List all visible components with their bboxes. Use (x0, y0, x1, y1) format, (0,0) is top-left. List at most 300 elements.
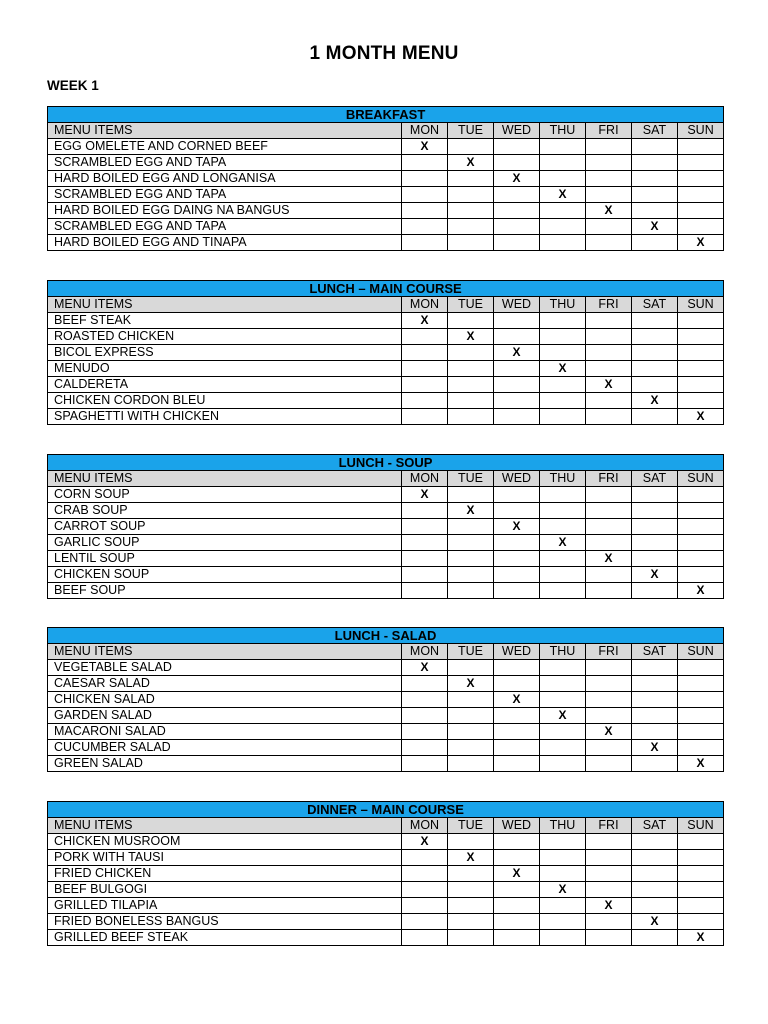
day-cell (494, 567, 540, 583)
day-cell (448, 551, 494, 567)
day-cell (402, 155, 448, 171)
day-cell (448, 834, 494, 850)
table-row (48, 313, 724, 329)
column-header-sat: SAT (632, 297, 678, 313)
day-cell (586, 567, 632, 583)
day-cell (402, 535, 448, 551)
day-cell (678, 519, 724, 535)
column-header-thu: THU (540, 297, 586, 313)
menu-item-name: LENTIL SOUP (48, 551, 402, 567)
day-cell (678, 155, 724, 171)
table-row (48, 930, 724, 946)
day-cell (586, 914, 632, 930)
day-cell (402, 409, 448, 425)
day-cell (586, 487, 632, 503)
menu-item-name: GARDEN SALAD (48, 708, 402, 724)
column-header-menu-items: MENU ITEMS (48, 818, 402, 834)
menu-item-name: CALDERETA (48, 377, 402, 393)
table-row (48, 203, 724, 219)
column-header-thu: THU (540, 818, 586, 834)
day-cell (632, 676, 678, 692)
column-header-fri: FRI (586, 297, 632, 313)
day-cell (632, 503, 678, 519)
day-mark: X (494, 171, 540, 187)
day-cell (586, 409, 632, 425)
column-header-sun: SUN (678, 297, 724, 313)
day-cell (540, 866, 586, 882)
day-cell (494, 409, 540, 425)
day-cell (632, 724, 678, 740)
day-mark: X (632, 740, 678, 756)
day-mark: X (540, 361, 586, 377)
day-cell (494, 930, 540, 946)
day-cell (632, 882, 678, 898)
day-cell (402, 235, 448, 251)
day-mark: X (448, 676, 494, 692)
menu-item-name: SPAGHETTI WITH CHICKEN (48, 409, 402, 425)
column-header-wed: WED (494, 644, 540, 660)
day-cell (586, 519, 632, 535)
column-header-fri: FRI (586, 471, 632, 487)
day-cell (494, 834, 540, 850)
day-cell (586, 740, 632, 756)
day-cell (402, 850, 448, 866)
menu-item-name: VEGETABLE SALAD (48, 660, 402, 676)
day-cell (540, 898, 586, 914)
day-cell (402, 345, 448, 361)
day-cell (448, 171, 494, 187)
day-cell (586, 219, 632, 235)
menu-item-name: GRILLED TILAPIA (48, 898, 402, 914)
day-cell (402, 519, 448, 535)
day-cell (494, 313, 540, 329)
day-cell (402, 377, 448, 393)
day-cell (448, 930, 494, 946)
day-cell (494, 203, 540, 219)
day-cell (586, 676, 632, 692)
menu-item-name: BICOL EXPRESS (48, 345, 402, 361)
column-header-thu: THU (540, 644, 586, 660)
day-cell (632, 535, 678, 551)
day-cell (632, 660, 678, 676)
column-header-menu-items: MENU ITEMS (48, 471, 402, 487)
menu-item-name: GRILLED BEEF STEAK (48, 930, 402, 946)
day-mark: X (540, 708, 586, 724)
table-row (48, 692, 724, 708)
day-mark: X (402, 487, 448, 503)
day-cell (494, 740, 540, 756)
table-row (48, 487, 724, 503)
day-cell (494, 850, 540, 866)
day-cell (448, 235, 494, 251)
day-cell (402, 583, 448, 599)
day-mark: X (678, 756, 724, 772)
day-cell (494, 393, 540, 409)
day-cell (448, 519, 494, 535)
menu-item-name: MACARONI SALAD (48, 724, 402, 740)
day-cell (494, 882, 540, 898)
day-cell (402, 692, 448, 708)
day-cell (494, 487, 540, 503)
menu-item-name: HARD BOILED EGG AND LONGANISA (48, 171, 402, 187)
day-cell (540, 171, 586, 187)
column-header-tue: TUE (448, 644, 494, 660)
day-cell (678, 487, 724, 503)
day-cell (540, 676, 586, 692)
day-cell (448, 708, 494, 724)
column-header-sat: SAT (632, 644, 678, 660)
menu-item-name: FRIED CHICKEN (48, 866, 402, 882)
day-cell (540, 551, 586, 567)
menu-item-name: BEEF BULGOGI (48, 882, 402, 898)
day-cell (494, 329, 540, 345)
day-cell (540, 313, 586, 329)
day-cell (632, 519, 678, 535)
day-cell (678, 898, 724, 914)
day-cell (494, 535, 540, 551)
table-row (48, 898, 724, 914)
day-cell (678, 692, 724, 708)
column-header-fri: FRI (586, 818, 632, 834)
day-cell (586, 583, 632, 599)
day-cell (540, 345, 586, 361)
day-mark: X (402, 660, 448, 676)
table-row (48, 187, 724, 203)
menu-table (47, 801, 724, 946)
menu-table (47, 280, 724, 425)
day-cell (494, 898, 540, 914)
table-row (48, 329, 724, 345)
day-cell (402, 740, 448, 756)
day-mark: X (494, 345, 540, 361)
column-header-thu: THU (540, 471, 586, 487)
day-cell (678, 708, 724, 724)
day-cell (494, 676, 540, 692)
column-header-mon: MON (402, 818, 448, 834)
day-cell (586, 171, 632, 187)
menu-item-name: CHICKEN CORDON BLEU (48, 393, 402, 409)
day-cell (586, 329, 632, 345)
table-row (48, 393, 724, 409)
menu-table (47, 627, 724, 772)
day-cell (678, 393, 724, 409)
column-header-sun: SUN (678, 123, 724, 139)
day-cell (494, 724, 540, 740)
menu-item-name: ROASTED CHICKEN (48, 329, 402, 345)
column-header-sat: SAT (632, 471, 678, 487)
day-mark: X (632, 393, 678, 409)
day-cell (448, 914, 494, 930)
day-cell (678, 724, 724, 740)
day-cell (586, 313, 632, 329)
day-cell (632, 834, 678, 850)
day-cell (586, 503, 632, 519)
day-cell (540, 409, 586, 425)
table-row (48, 551, 724, 567)
day-cell (632, 139, 678, 155)
menu-item-name: CHICKEN SALAD (48, 692, 402, 708)
day-cell (402, 914, 448, 930)
day-cell (678, 377, 724, 393)
day-cell (540, 219, 586, 235)
day-mark: X (540, 535, 586, 551)
day-cell (632, 551, 678, 567)
day-cell (632, 187, 678, 203)
day-cell (632, 692, 678, 708)
day-cell (678, 882, 724, 898)
table-row (48, 503, 724, 519)
day-cell (402, 171, 448, 187)
day-cell (632, 313, 678, 329)
table-row (48, 740, 724, 756)
day-cell (448, 535, 494, 551)
menu-item-name: GARLIC SOUP (48, 535, 402, 551)
day-mark: X (586, 203, 632, 219)
day-cell (448, 882, 494, 898)
column-header-sun: SUN (678, 818, 724, 834)
day-cell (494, 756, 540, 772)
day-cell (586, 139, 632, 155)
day-cell (586, 930, 632, 946)
day-cell (678, 313, 724, 329)
menu-table (47, 106, 724, 251)
day-cell (632, 361, 678, 377)
day-cell (402, 866, 448, 882)
day-cell (632, 345, 678, 361)
menu-item-name: PORK WITH TAUSI (48, 850, 402, 866)
day-cell (540, 660, 586, 676)
day-cell (678, 361, 724, 377)
column-header-tue: TUE (448, 123, 494, 139)
column-header-wed: WED (494, 123, 540, 139)
day-mark: X (402, 139, 448, 155)
day-mark: X (448, 329, 494, 345)
day-cell (494, 377, 540, 393)
day-cell (540, 692, 586, 708)
day-cell (678, 203, 724, 219)
day-cell (448, 393, 494, 409)
day-cell (402, 551, 448, 567)
day-cell (632, 756, 678, 772)
table-row (48, 914, 724, 930)
day-cell (632, 930, 678, 946)
day-cell (586, 756, 632, 772)
table-row (48, 377, 724, 393)
column-header-mon: MON (402, 123, 448, 139)
day-mark: X (632, 567, 678, 583)
day-cell (540, 203, 586, 219)
day-cell (448, 567, 494, 583)
day-mark: X (402, 834, 448, 850)
day-cell (540, 139, 586, 155)
day-mark: X (632, 219, 678, 235)
day-mark: X (402, 313, 448, 329)
day-cell (586, 235, 632, 251)
day-mark: X (586, 724, 632, 740)
column-header-menu-items: MENU ITEMS (48, 123, 402, 139)
day-cell (678, 345, 724, 361)
day-cell (678, 834, 724, 850)
day-mark: X (586, 551, 632, 567)
menu-item-name: BEEF SOUP (48, 583, 402, 599)
day-mark: X (632, 914, 678, 930)
day-cell (494, 660, 540, 676)
menu-item-name: GREEN SALAD (48, 756, 402, 772)
day-cell (678, 850, 724, 866)
column-header-wed: WED (494, 471, 540, 487)
day-cell (632, 329, 678, 345)
day-cell (678, 660, 724, 676)
day-cell (586, 535, 632, 551)
day-cell (402, 219, 448, 235)
menu-item-name: EGG OMELETE AND CORNED BEEF (48, 139, 402, 155)
day-mark: X (448, 155, 494, 171)
day-cell (540, 155, 586, 171)
day-cell (586, 834, 632, 850)
day-cell (540, 377, 586, 393)
column-header-menu-items: MENU ITEMS (48, 297, 402, 313)
menu-table (47, 454, 724, 599)
day-cell (494, 708, 540, 724)
day-cell (678, 914, 724, 930)
day-cell (632, 708, 678, 724)
column-header-mon: MON (402, 471, 448, 487)
page-title: 1 MONTH MENU (309, 43, 459, 64)
day-cell (448, 740, 494, 756)
day-cell (540, 235, 586, 251)
day-cell (494, 155, 540, 171)
day-mark: X (540, 882, 586, 898)
day-cell (678, 535, 724, 551)
day-mark: X (540, 187, 586, 203)
table-row (48, 724, 724, 740)
day-cell (540, 329, 586, 345)
day-cell (632, 203, 678, 219)
day-cell (494, 551, 540, 567)
table-row (48, 519, 724, 535)
day-cell (586, 866, 632, 882)
day-cell (448, 377, 494, 393)
day-cell (586, 155, 632, 171)
day-cell (448, 660, 494, 676)
day-cell (540, 914, 586, 930)
table-row (48, 756, 724, 772)
day-cell (402, 187, 448, 203)
day-cell (586, 660, 632, 676)
day-cell (402, 882, 448, 898)
day-cell (448, 313, 494, 329)
table-row (48, 708, 724, 724)
day-cell (678, 567, 724, 583)
section-title: LUNCH - SALAD (48, 628, 724, 644)
column-header-wed: WED (494, 297, 540, 313)
column-header-tue: TUE (448, 471, 494, 487)
day-cell (678, 219, 724, 235)
day-cell (540, 834, 586, 850)
day-cell (494, 235, 540, 251)
day-cell (494, 361, 540, 377)
menu-item-name: MENUDO (48, 361, 402, 377)
table-row (48, 834, 724, 850)
day-mark: X (494, 519, 540, 535)
menu-item-name: CUCUMBER SALAD (48, 740, 402, 756)
day-cell (540, 519, 586, 535)
day-cell (402, 676, 448, 692)
column-header-sun: SUN (678, 471, 724, 487)
day-cell (402, 361, 448, 377)
column-header-wed: WED (494, 818, 540, 834)
menu-item-name: FRIED BONELESS BANGUS (48, 914, 402, 930)
table-row (48, 567, 724, 583)
column-header-mon: MON (402, 297, 448, 313)
menu-item-name: CARROT SOUP (48, 519, 402, 535)
section-title: DINNER – MAIN COURSE (48, 802, 724, 818)
day-cell (540, 724, 586, 740)
column-header-sat: SAT (632, 123, 678, 139)
day-cell (586, 692, 632, 708)
table-row (48, 850, 724, 866)
day-cell (540, 850, 586, 866)
day-cell (632, 850, 678, 866)
menu-item-name: CHICKEN MUSROOM (48, 834, 402, 850)
table-row (48, 139, 724, 155)
day-cell (402, 567, 448, 583)
day-cell (540, 487, 586, 503)
menu-item-name: BEEF STEAK (48, 313, 402, 329)
menu-item-name: SCRAMBLED EGG AND TAPA (48, 219, 402, 235)
day-cell (448, 139, 494, 155)
day-mark: X (448, 503, 494, 519)
day-cell (632, 898, 678, 914)
day-cell (448, 898, 494, 914)
day-cell (448, 203, 494, 219)
menu-item-name: CHICKEN SOUP (48, 567, 402, 583)
day-cell (402, 503, 448, 519)
table-row (48, 171, 724, 187)
day-cell (494, 583, 540, 599)
day-mark: X (678, 930, 724, 946)
day-cell (678, 139, 724, 155)
menu-item-name: CORN SOUP (48, 487, 402, 503)
column-header-fri: FRI (586, 644, 632, 660)
day-cell (402, 724, 448, 740)
menu-item-name: SCRAMBLED EGG AND TAPA (48, 155, 402, 171)
day-cell (586, 361, 632, 377)
day-cell (586, 708, 632, 724)
day-cell (448, 345, 494, 361)
day-cell (448, 583, 494, 599)
day-mark: X (586, 377, 632, 393)
table-row (48, 866, 724, 882)
column-header-menu-items: MENU ITEMS (48, 644, 402, 660)
day-cell (448, 187, 494, 203)
day-cell (402, 708, 448, 724)
day-cell (586, 345, 632, 361)
day-cell (402, 329, 448, 345)
table-row (48, 676, 724, 692)
day-mark: X (678, 235, 724, 251)
menu-item-name: CRAB SOUP (48, 503, 402, 519)
column-header-fri: FRI (586, 123, 632, 139)
day-cell (494, 914, 540, 930)
day-cell (586, 187, 632, 203)
day-mark: X (678, 409, 724, 425)
day-mark: X (494, 866, 540, 882)
day-cell (632, 409, 678, 425)
day-mark: X (448, 850, 494, 866)
table-row (48, 219, 724, 235)
day-cell (586, 393, 632, 409)
